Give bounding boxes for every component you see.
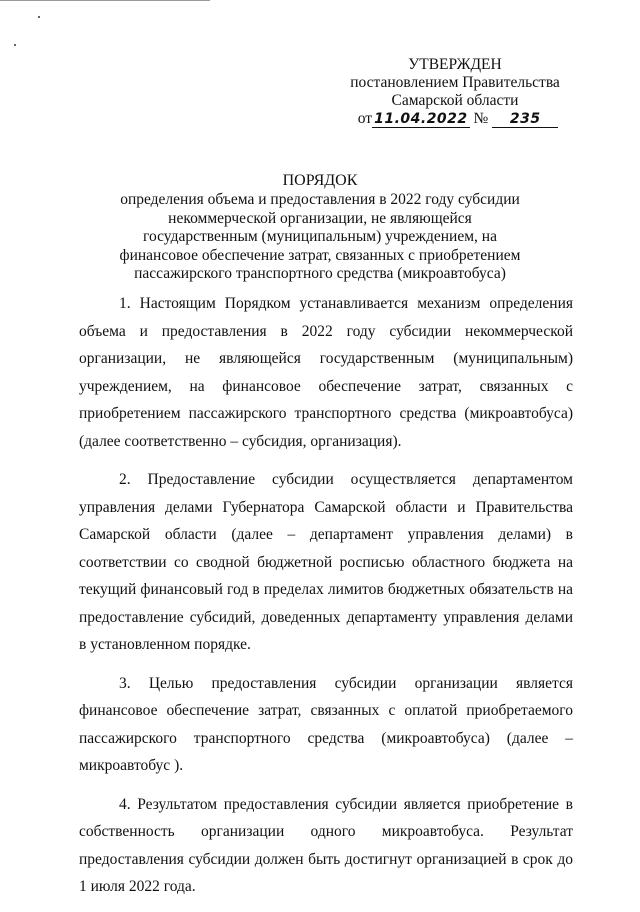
scan-edge-line <box>0 0 210 1</box>
approval-date-line <box>358 110 558 128</box>
approval-date-handwritten: 11.04.2022 <box>374 111 468 127</box>
document-subtitle: определения объема и предоставления в 2022 году субсидии некоммерческой организации, не являющейся государственным (муниципальным) учреждением, на финансовое обеспечение затрат, связанных с приобретением пассажирского транспортного средства (микроавтобуса) <box>119 191 521 282</box>
date-prefix: от <box>357 110 373 127</box>
scan-speck <box>38 16 40 18</box>
scan-speck <box>14 44 16 46</box>
document-title: ПОРЯДОК <box>282 172 358 189</box>
approval-authority: постановлением Правительства <box>350 74 560 91</box>
approval-number-handwritten: 235 <box>492 111 558 128</box>
paragraph-4: 4. Результатом предоставления субсидии является приобретение в собственность организации одного микроавтобуса. Результат предоставления субсидии должен быть достигнут организацией в срок до 1 июля 2022 года. <box>79 795 573 895</box>
paragraph-3: 3. Целью предоставления субсидии организации является финансовое обеспечение затрат, связанных с оплатой приобретаемого пассажирского транспортного средства (микроавтобуса) (далее – микроавтобус ). <box>79 674 573 774</box>
approval-region: Самарской области <box>391 92 519 109</box>
document-body <box>79 290 573 912</box>
approval-heading: УТВЕРЖДЕН <box>408 56 502 73</box>
paragraph-1: 1. Настоящим Порядком устанавливается механизм определения объема и предоставления в 2022 году субсидии некоммерческой организации, не являющейся государственным (муниципальным) учреждением, на финансовое обеспечение затрат, связанных с приобретением пассажирского транспортного средства (микроавтобуса) (далее соответственно – субсидия, организация). <box>79 295 573 450</box>
approval-stamp-block <box>320 56 590 128</box>
number-prefix: № <box>473 110 489 127</box>
paragraph-2: 2. Предоставление субсидии осуществляется департаментом управления делами Губернатора Самарской области и Правительства Самарской области (далее – департамент управления делами) в соответствии со сводной бюджетной росписью областного бюджета на текущий финансовый год в пределах лимитов бюджетных обязательств на предоставление субсидий, доведенных департаменту управления делами в установленном порядке. <box>79 471 573 653</box>
